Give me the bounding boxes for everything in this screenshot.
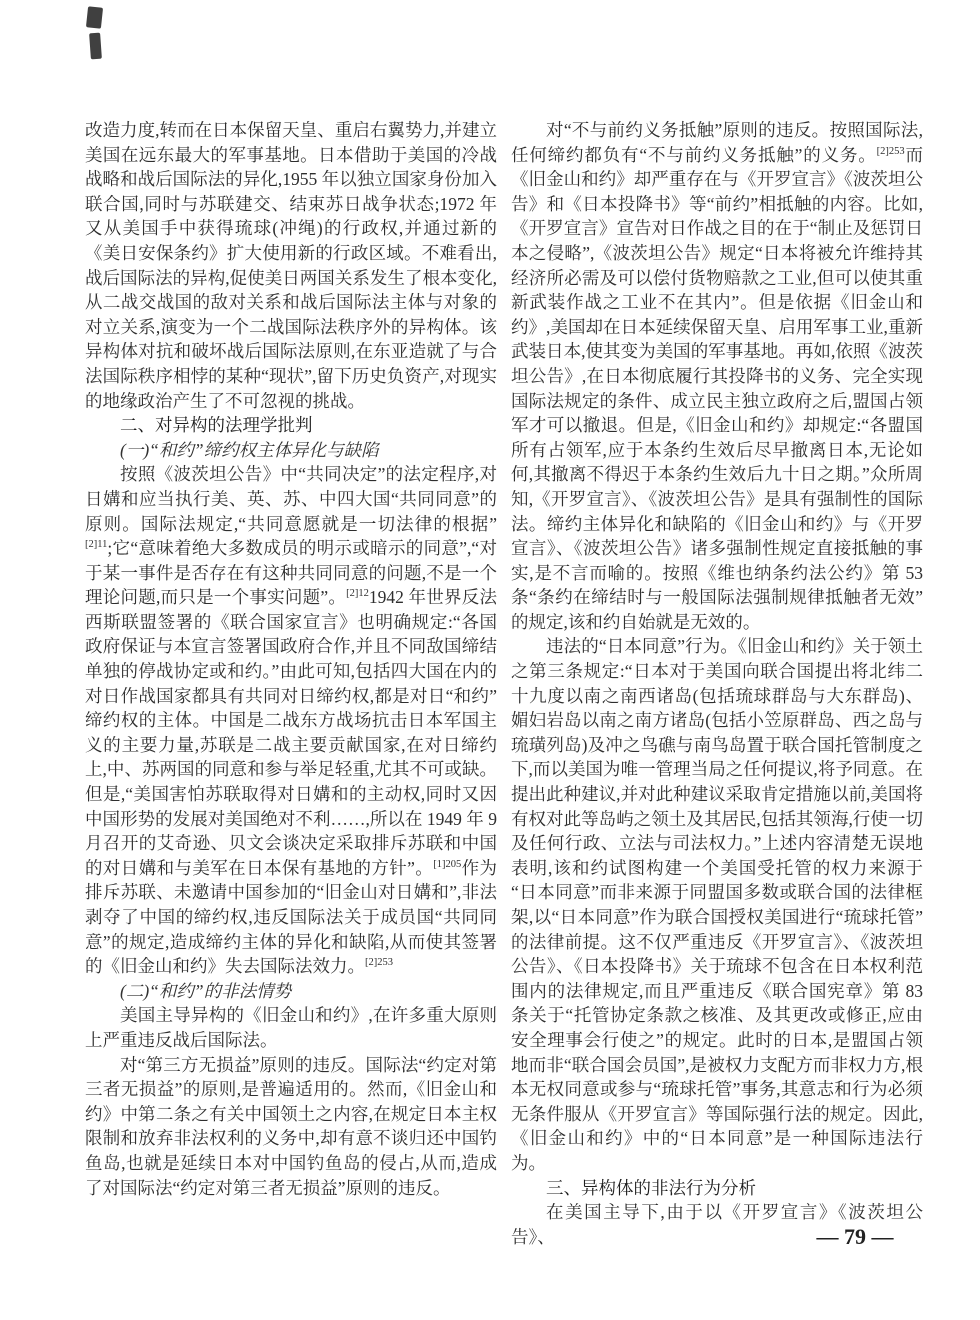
two-column-text-block [85,118,923,1249]
right-column [511,118,923,1249]
subsection-heading-1: (一)“和约”缔约权主体异化与缺陷 [120,439,379,460]
paragraph-common-consent: 按照《波茨坦公告》中“共同决定”的法定程序,对日媾和应当执行美、英、苏、中四大国“共同同意”的原则。国际法规定,“共同意愿就是一切法律的根据”$^{[2]11}$;它“意味着绝大多数成员的明示或暗示的同意”,“对于某一事件是否存在有这种共同同意的问题,不是一个理论问题,而只是一个事实问题”。$^{[2]12}$1942 年世界反法西斯联盟签署的《联合国家宣言》也明确规定:“各国政府保证与本宣言签署国政府合作,并且不同敌国缔结单独的停战协定或和约。”由此可知,包括四大国在内的对日作战国家都具有共同对日缔约权,都是对日“和约”缔约权的主体。中国是二战东方战场抗击日本军国主义的主要力量,苏联是二战主要贡献国家,在对日缔约上,中、苏两国的同意和参与举足轻重,尤其不可或缺。但是,“美国害怕苏联取得对日媾和的主动权,同时又因中国形势的发展对美国绝对不利……,所以在 1949 年 9 月召开的艾奇逊、贝文会谈决定采取排斥苏联和中国的对日媾和与美军在日本保有基地的方针”。$^{[1]205}$作为排斥苏联、未邀请中国参加的“旧金山对日媾和”,非法剥夺了中国的缔约权,违反国际法关于成员国“共同同意”的规定,造成缔约主体的异化和缺陷,从而使其签署的《旧金山和约》失去国际法效力。$^{[2]253}$ [85,464,497,977]
paragraph-prior-treaty-principle: 对“不与前约义务抵触”原则的违反。按照国际法,任何缔约都负有“不与前约义务抵触”的义务。$^{[2]253}$而《旧金山和约》却严重存在与《开罗宣言》《波茨坦公告》和《日本投降书》等“前约”相抵触的内容。比如,《开罗宣言》宣告对日作战之目的在于“制止及惩罚日本之侵略”,《波茨坦公告》规定“日本将被允许维持其经济所必需及可以偿付货物赔款之工业,但可以使其重新武装作战之工业不在其内”。但是依据《旧金山和约》,美国却在日本延续保留天皇、启用军事工业,重新武装日本,使其变为美国的军事基地。再如,依照《波茨坦公告》,在日本彻底履行其投降书的义务、完全实现国际法规定的条件、成立民主独立政府之后,盟国占领军才可以撤退。但是,《旧金山和约》却规定:“各盟国所有占领军,应于本条约生效后尽早撤离日本,无论如何,其撤离不得迟于本条约生效后九十日之期。”众所周知,《开罗宣言》、《波茨坦公告》是具有强制性的国际法。缔约主体异化和缺陷的《旧金山和约》与《开罗宣言》、《波茨坦公告》诸多强制性规定直接抵触的事实,是不言而喻的。按照《维也纳条约法公约》第 53 条“条约在缔结时与一般国际法强制规律抵触者无效”的规定,该和约自始就是无效的。 [511,120,923,632]
paragraph-next-section-start: 在美国主导下,由于以《开罗宣言》《波茨坦公告》、 [511,1202,923,1247]
left-column [85,118,497,1249]
paragraph-third-party-principle: 对“第三方无损益”原则的违反。国际法“约定对第三者无损益”的原则,是普遍适用的。然而,《旧金山和约》中第二条之有关中国领土之内容,在规定日本主权限制和放弃非法权利的义务中,却有意不谈归还中国钓鱼岛,也就是延续日本对中国钓鱼岛的侵占,从而,造成了对国际法“约定对第三者无损益”原则的违反。 [85,1054,497,1198]
paragraph-lead: 美国主导异构的《旧金山和约》,在许多重大原则上严重违反战后国际法。 [85,1005,497,1050]
paragraph-intro-continuation: 改造力度,转而在日本保留天皇、重启右翼势力,并建立美国在远东最大的军事基地。日本借助于美国的冷战战略和战后国际法的异化,1955 年以独立国家身份加入联合国,同时与苏联建交、结束苏日战争状态;1972 年又从美国手中获得琉球(冲绳)的行政权,并通过新的《美日安保条约》扩大使用新的行政区域。不难看出,战后国际法的异构,促使美日两国关系发生了根本变化,从二战交战国的敌对关系和战后国际法主体与对象的对立关系,演变为一个二战国际法秩序外的异构体。该异构体对抗和破坏战后国际法原则,在东亚造就了与合法国际秩序相悖的某种“现状”,留下历史负资产,对现实的地缘政治产生了不可忽视的挑战。 [85,120,497,411]
page-number: — 79 — [816,1224,894,1249]
ink-smudge-artifact [89,33,102,60]
paragraph-japan-consent: 违法的“日本同意”行为。《旧金山和约》关于领土之第三条规定:“日本对于美国向联合国提出将北纬二十九度以南之南西诸岛(包括琉球群岛与大东群岛)、媚妇岩岛以南之南方诸岛(包括小笠原群岛、西之岛与琉璜列岛)及冲之鸟礁与南鸟岛置于联合国托管制度之下,而以美国为唯一管理当局之任何提议,将予同意。在提出此种建议,并对此种建议采取肯定措施以前,美国将有权对此等岛屿之领土及其居民,包括其领海,行使一切及任何行政、立法与司法权力。”上述内容清楚无误地表明,该和约试图构建一个美国受托管的权力来源于“日本同意”而非来源于同盟国多数或联合国的法律框架,以“日本同意”作为联合国授权美国进行“琉球托管”的法律前提。这不仅严重违反《开罗宣言》、《波茨坦公告》、《日本投降书》关于琉球不包含在日本权利范围内的法律规定,而且严重违反《联合国宪章》第 83 条关于“托管协定条款之核准、及其更改或修正,应由安全理事会行使之”的规定。此时的日本,是盟国占领地而非“联合国会员国”,是被权力支配方而非权力方,根本无权同意或参与“琉球托管”事务,其意志和行为必须无条件服从《开罗宣言》等国际强行法的规定。因此,《旧金山和约》中的“日本同意”是一种国际违法行为。 [511,636,923,1173]
subsection-heading-2: (二)“和约”的非法情势 [120,980,292,1001]
section-heading-3: 三、异构体的非法行为分析 [546,1177,756,1198]
ink-smudge-artifact [86,6,103,28]
section-heading-2: 二、对异构的法理学批判 [120,415,313,436]
